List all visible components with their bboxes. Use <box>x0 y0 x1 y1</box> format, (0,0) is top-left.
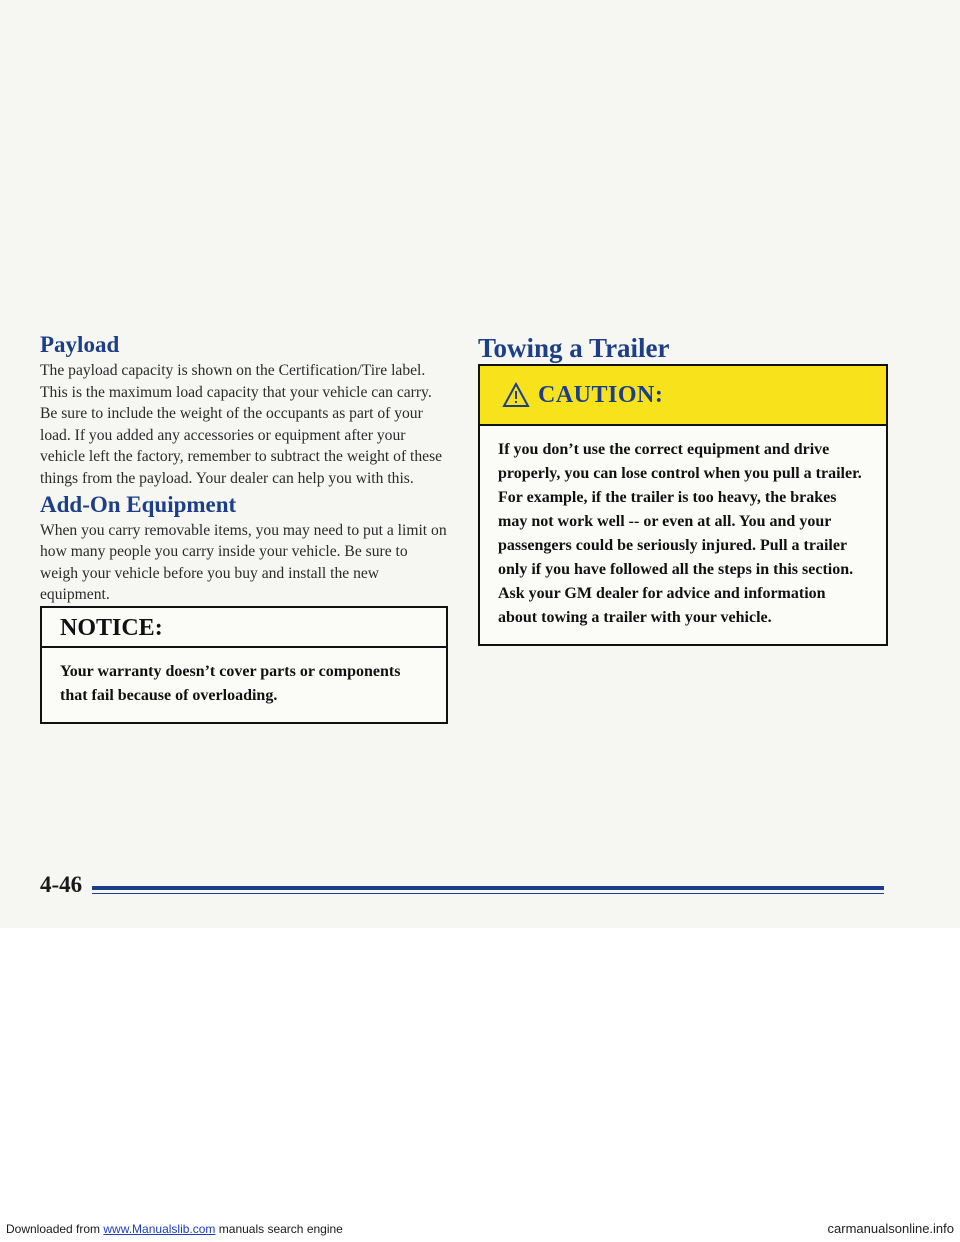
download-credit <box>6 1216 343 1242</box>
left-column <box>40 330 448 724</box>
caution-box <box>478 364 888 646</box>
watermark-text: carmanualsonline.info <box>827 1221 954 1236</box>
manualslib-link[interactable]: www.Manualslib.com <box>103 1222 216 1236</box>
site-footer <box>0 1216 960 1242</box>
download-suffix: manuals search engine <box>215 1222 343 1236</box>
page-number: 4-46 <box>40 872 83 897</box>
caution-text: If you don’t use the correct equipment and drive properly, you can lose control when you pull a trailer. For example, if the trailer is too heavy, the brakes may not work well -- or even at all. You and your passengers could be seriously injured. Pull a trailer only if you have followed all the steps in this section. Ask your GM dealer for advice and information about towing a trailer with your vehicle. <box>498 441 862 626</box>
notice-label: NOTICE: <box>60 614 163 641</box>
towing-a-trailer-heading: Towing a Trailer <box>478 333 670 363</box>
page-footer <box>40 870 884 900</box>
payload-heading: Payload <box>40 332 120 357</box>
right-column <box>478 332 888 646</box>
notice-text: Your warranty doesn’t cover parts or components that fail because of overloading. <box>60 662 401 704</box>
notice-header <box>42 608 446 648</box>
add-on-equipment-heading: Add-On Equipment <box>40 491 237 517</box>
caution-header <box>480 366 886 426</box>
warning-triangle-icon <box>502 382 530 408</box>
caution-label: CAUTION: <box>538 381 664 408</box>
add-on-equipment-text: When you carry removable items, you may need to put a limit on how many people you carry inside your vehicle. Be sure to weigh your vehicle before you buy and install the new equipment. <box>40 521 447 604</box>
notice-box <box>40 606 448 724</box>
download-prefix: Downloaded from <box>6 1222 104 1236</box>
payload-text: The payload capacity is shown on the Certification/Tire label. This is the maximum load capacity that your vehicle can carry. Be sure to include the weight of the occupants as part of your load. If you added any accessories or equipment after your vehicle left the factory, remember to subtract the weight of these things from the payload. Your dealer can help you with this. <box>40 362 443 487</box>
footer-rule <box>92 886 884 890</box>
footer-rule-thin <box>92 893 884 894</box>
